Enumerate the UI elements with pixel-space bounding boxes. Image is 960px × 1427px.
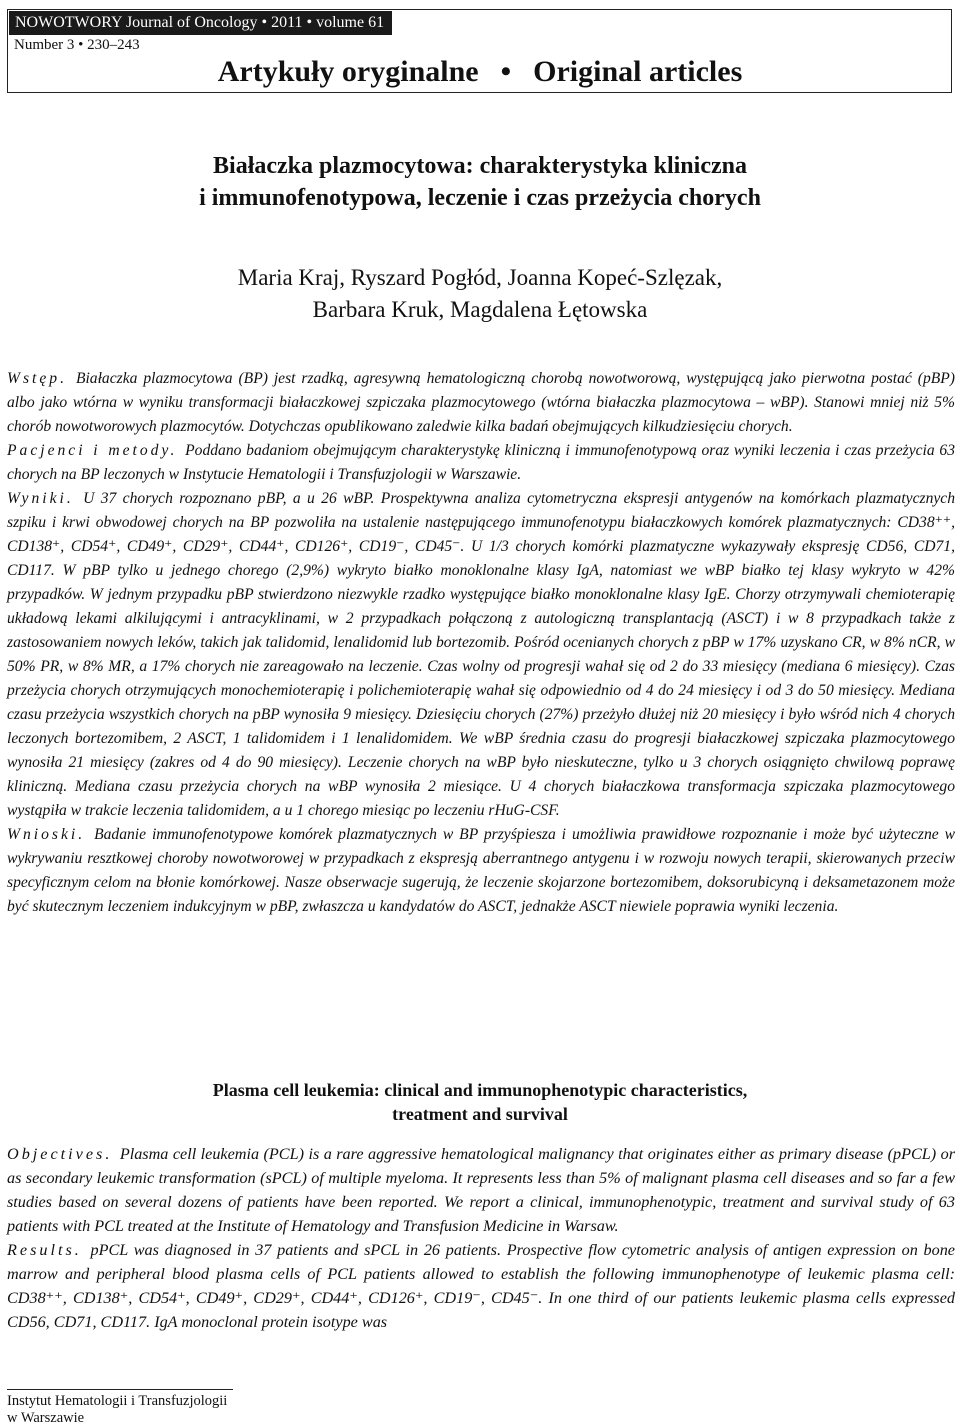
authors-line: Barbara Kruk, Magdalena Łętowska — [312, 297, 648, 322]
abstract-section-label: Results. — [7, 1241, 82, 1259]
section-bullet: • — [500, 55, 512, 88]
abstract-paragraph — [7, 367, 955, 439]
abstract-section-label: Wyniki. — [7, 490, 74, 507]
article-title-pl — [0, 150, 960, 214]
article-title-en-line: Plasma cell leukemia: clinical and immunophenotypic characteristics, — [212, 1080, 748, 1100]
abstract-text: Poddano badaniom obejmującym charakterystykę kliniczną i immunofenotypową oraz wyniki leczenia i czas przeżycia 63 chorych na BP leczonych w Instytucie Hematologii i Transfuzjologii w Warszawie. — [7, 442, 955, 483]
article-title-en-line: treatment and survival — [392, 1104, 568, 1124]
abstract-text: Plasma cell leukemia (PCL) is a rare aggressive hematological malignancy that originates either as primary disease (pPCL) or as secondary leukemic transformation (sPCL) of multiple myeloma. It represents less than 5% of malignant plasma cell diseases and so far a few studies based on several dozens of patients have been reported. We report a clinical, immunophenotypic, treatment and survival study of 63 patients with PCL treated at the Institute of Hematology and Transfusion Medicine in Warsaw. — [7, 1145, 955, 1235]
issue-number: Number 3 • 230–243 — [14, 37, 140, 53]
abstract-section-label: Wstęp. — [7, 370, 68, 387]
abstract-paragraph — [7, 823, 955, 919]
abstract-text: Badanie immunofenotypowe komórek plazmatycznych w BP przyśpiesza i umożliwia prawidłowe rozpoznanie i może być użyteczne w wykrywaniu resztkowej choroby nowotworowej w przypadkach z ekspresją aberrantnego antygenu i w rozwoju nowych terapii, skierowanych przeciw specyficznym celom na błonie komórkowej. Nasze obserwacje sugerują, że leczenie skojarzone bortezomibem, doksorubicyną i deksametazonem może być skutecznym leczeniem indukcyjnym w pBP, zwłaszcza u kandydatów do ASCT, jednakże ASCT niewiele poprawia wyniki leczenia. — [7, 826, 955, 915]
affiliation-line: Instytut Hematologii i Transfuzjologii — [7, 1393, 228, 1409]
abstract-text: pPCL was diagnosed in 37 patients and sPCL in 26 patients. Prospective flow cytometric analysis of antigen expression on bone marrow and peripheral blood plasma cells of PCL patients allowed to establish the following immunophenotype of leukemic plasma cell: CD38⁺⁺, CD138⁺, CD54⁺, CD49⁺, CD29⁺, CD44⁺, CD126⁺, CD19⁻, CD45⁻. In one third of our patients leukemic plasma cells expressed CD56, CD71, CD117. IgA monoclonal protein isotype was — [7, 1241, 955, 1331]
authors-line: Maria Kraj, Ryszard Pogłód, Joanna Kopeć-Szlęzak, — [237, 265, 723, 290]
article-title-en — [0, 1078, 960, 1126]
footnote-divider — [7, 1389, 233, 1390]
section-title-pl: Artykuły oryginalne — [217, 55, 479, 88]
section-title-en: Original articles — [533, 55, 743, 88]
abstract-pl — [7, 367, 955, 919]
affiliation-footnote — [7, 1393, 227, 1427]
abstract-en — [7, 1142, 955, 1334]
article-title-line: Białaczka plazmocytowa: charakterystyka kliniczna — [213, 153, 747, 179]
abstract-section-label: Objectives. — [7, 1145, 113, 1163]
abstract-paragraph — [7, 487, 955, 823]
section-title — [0, 52, 960, 92]
article-title-line: i immunofenotypowa, leczenie i czas przeżycia chorych — [199, 185, 761, 211]
affiliation-line: w Warszawie — [7, 1410, 85, 1426]
authors — [0, 262, 960, 326]
abstract-section-label: Wnioski. — [7, 826, 86, 843]
abstract-text: Białaczka plazmocytowa (BP) jest rzadką, agresywną hematologiczną chorobą nowotworową, występującą jako pierwotna postać (pBP) albo jako wtórna w wyniku transformacji białaczkowej szpiczaka plazmocytowego (wtórna białaczka plazmocytowa – wBP). Stanowi mniej niż 5% chorób nowotworowych plazmocytów. Dotychczas opublikowano zaledwie kilka badań obejmujących kilkudziesięciu chorych. — [7, 370, 955, 435]
abstract-paragraph — [7, 1142, 955, 1238]
abstract-text: U 37 chorych rozpoznano pBP, a u 26 wBP. Prospektywna analiza cytometryczna ekspresji antygenów na komórkach plazmatycznych szpiku i krwi obwodowej chorych na BP pozwoliła na ustalenie następującego immunofenotypu białaczkowych komórek plazmatycznych: CD38⁺⁺, CD138⁺, CD54⁺, CD49⁺, CD29⁺, CD44⁺, CD126⁺, CD19⁻, CD45⁻. U 1/3 chorych komórki plazmatyczne wykazywały ekspresję CD56, CD71, CD117. W pBP tylko u jednego chorego (2,9%) wykryto białko monoklonalne klasy IgA, natomiast we wBP białko tej klasy wykryto w 42% przypadków. W jednym przypadku pBP stwierdzono niezwykle rzadko występujące białko monoklonalne klasy IgE. Chorzy otrzymywali chemioterapię układową lekami alkilującymi i antracyklinami, w 2 przypadkach połączoną z autologiczną transplantacją (ASCT) i w 8 przypadkach także z zastosowaniem nowych leków, takich jak talidomid, lenalidomid lub bortezomib. Pośród ocenianych chorych z pBP w 17% uzyskano CR, w 8% nCR, w 50% PR, w 8% MR, a 17% chorych nie zareagowało na leczenie. Czas wolny od progresji wahał się od 2 do 33 miesięcy (mediana 6 miesięcy). Czas przeżycia chorych otrzymujących monochemioterapię i polichemioterapię wahał się odpowiednio od 4 do 24 miesięcy i od 3 do 50 miesięcy. Mediana czasu przeżycia wszystkich chorych na pBP wynosiła 9 miesięcy. Dziesięciu chorych (27%) przeżyło dłużej niż 20 miesięcy i było wśród nich 4 chorych leczonych bortezomibem, 2 ASCT, 1 talidomidem i 1 lenalidomidem. We wBP średnia czasu do progresji białaczkowej szpiczaka plazmocytowego wynosiła 21 miesięcy (zakres od 4 do 90 miesięcy). Leczenie chorych na wBP było nieskuteczne, tylko u 3 chorych osiągnięto chwilową poprawę kliniczną. Mediana czasu przeżycia chorych na wBP wynosiła 2 miesiące. U 4 chorych białaczkowa transformacja szpiczaka plazmocytowego wystąpiła w trakcie leczenia talidomidem, a u 1 chorego miesiąc po leczeniu rHuG-CSF. — [7, 490, 956, 819]
abstract-paragraph — [7, 1238, 955, 1334]
abstract-section-label: Pacjenci i metody. — [7, 442, 178, 459]
abstract-paragraph — [7, 439, 955, 487]
journal-name: NOWOTWORY Journal of Oncology • 2011 • volume 61 — [9, 11, 392, 35]
